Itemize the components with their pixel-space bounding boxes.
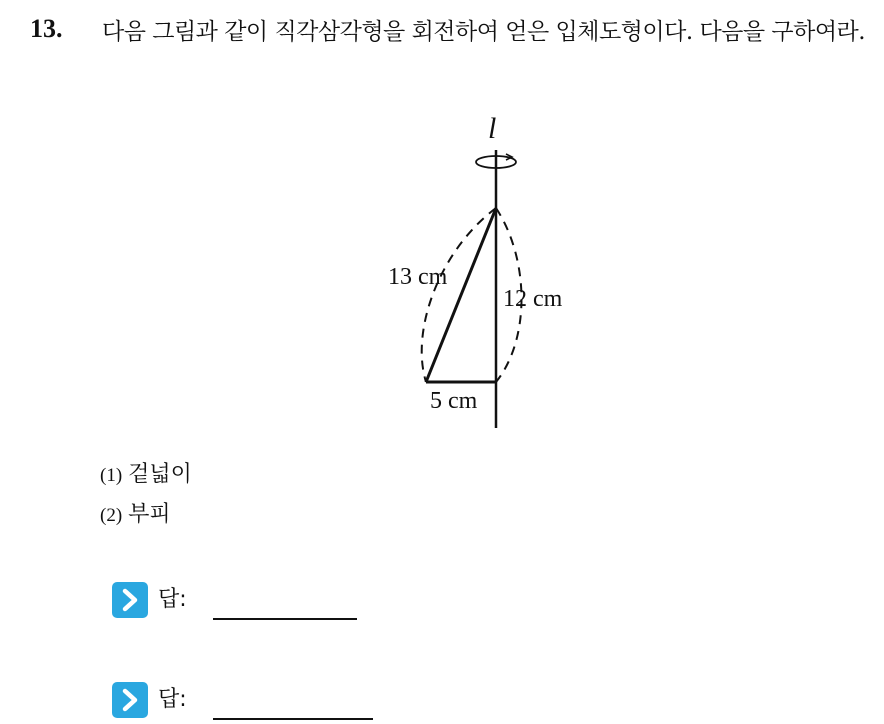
cone-figure [370,110,600,432]
answer-label: 답: [158,587,187,612]
answer-blank[interactable] [213,618,357,620]
base-label: 5 cm [430,388,478,414]
sub-question-1 [100,460,192,491]
sub-question-text: 겉넓이 [128,462,192,487]
axis-label: l [488,112,497,145]
triangle-hypotenuse [426,208,496,382]
hypotenuse-label: 13 cm [388,264,448,290]
chevron-right-icon [112,682,148,718]
chevron-right-icon [112,582,148,618]
sub-question-number: (1) [100,465,123,486]
sub-question-text: 부피 [128,502,171,527]
sub-question-number: (2) [100,505,123,526]
question-text: 다음 그림과 같이 직각삼각형을 회전하여 얻은 입체도형이다. 다음을 구하여라. [102,19,866,45]
cone-diagram [370,110,600,432]
answer-blank[interactable] [213,718,373,720]
question-number: 13. [30,14,63,43]
answer-label: 답: [158,687,187,712]
height-label: 12 cm [503,286,563,312]
sub-question-2 [100,500,171,531]
